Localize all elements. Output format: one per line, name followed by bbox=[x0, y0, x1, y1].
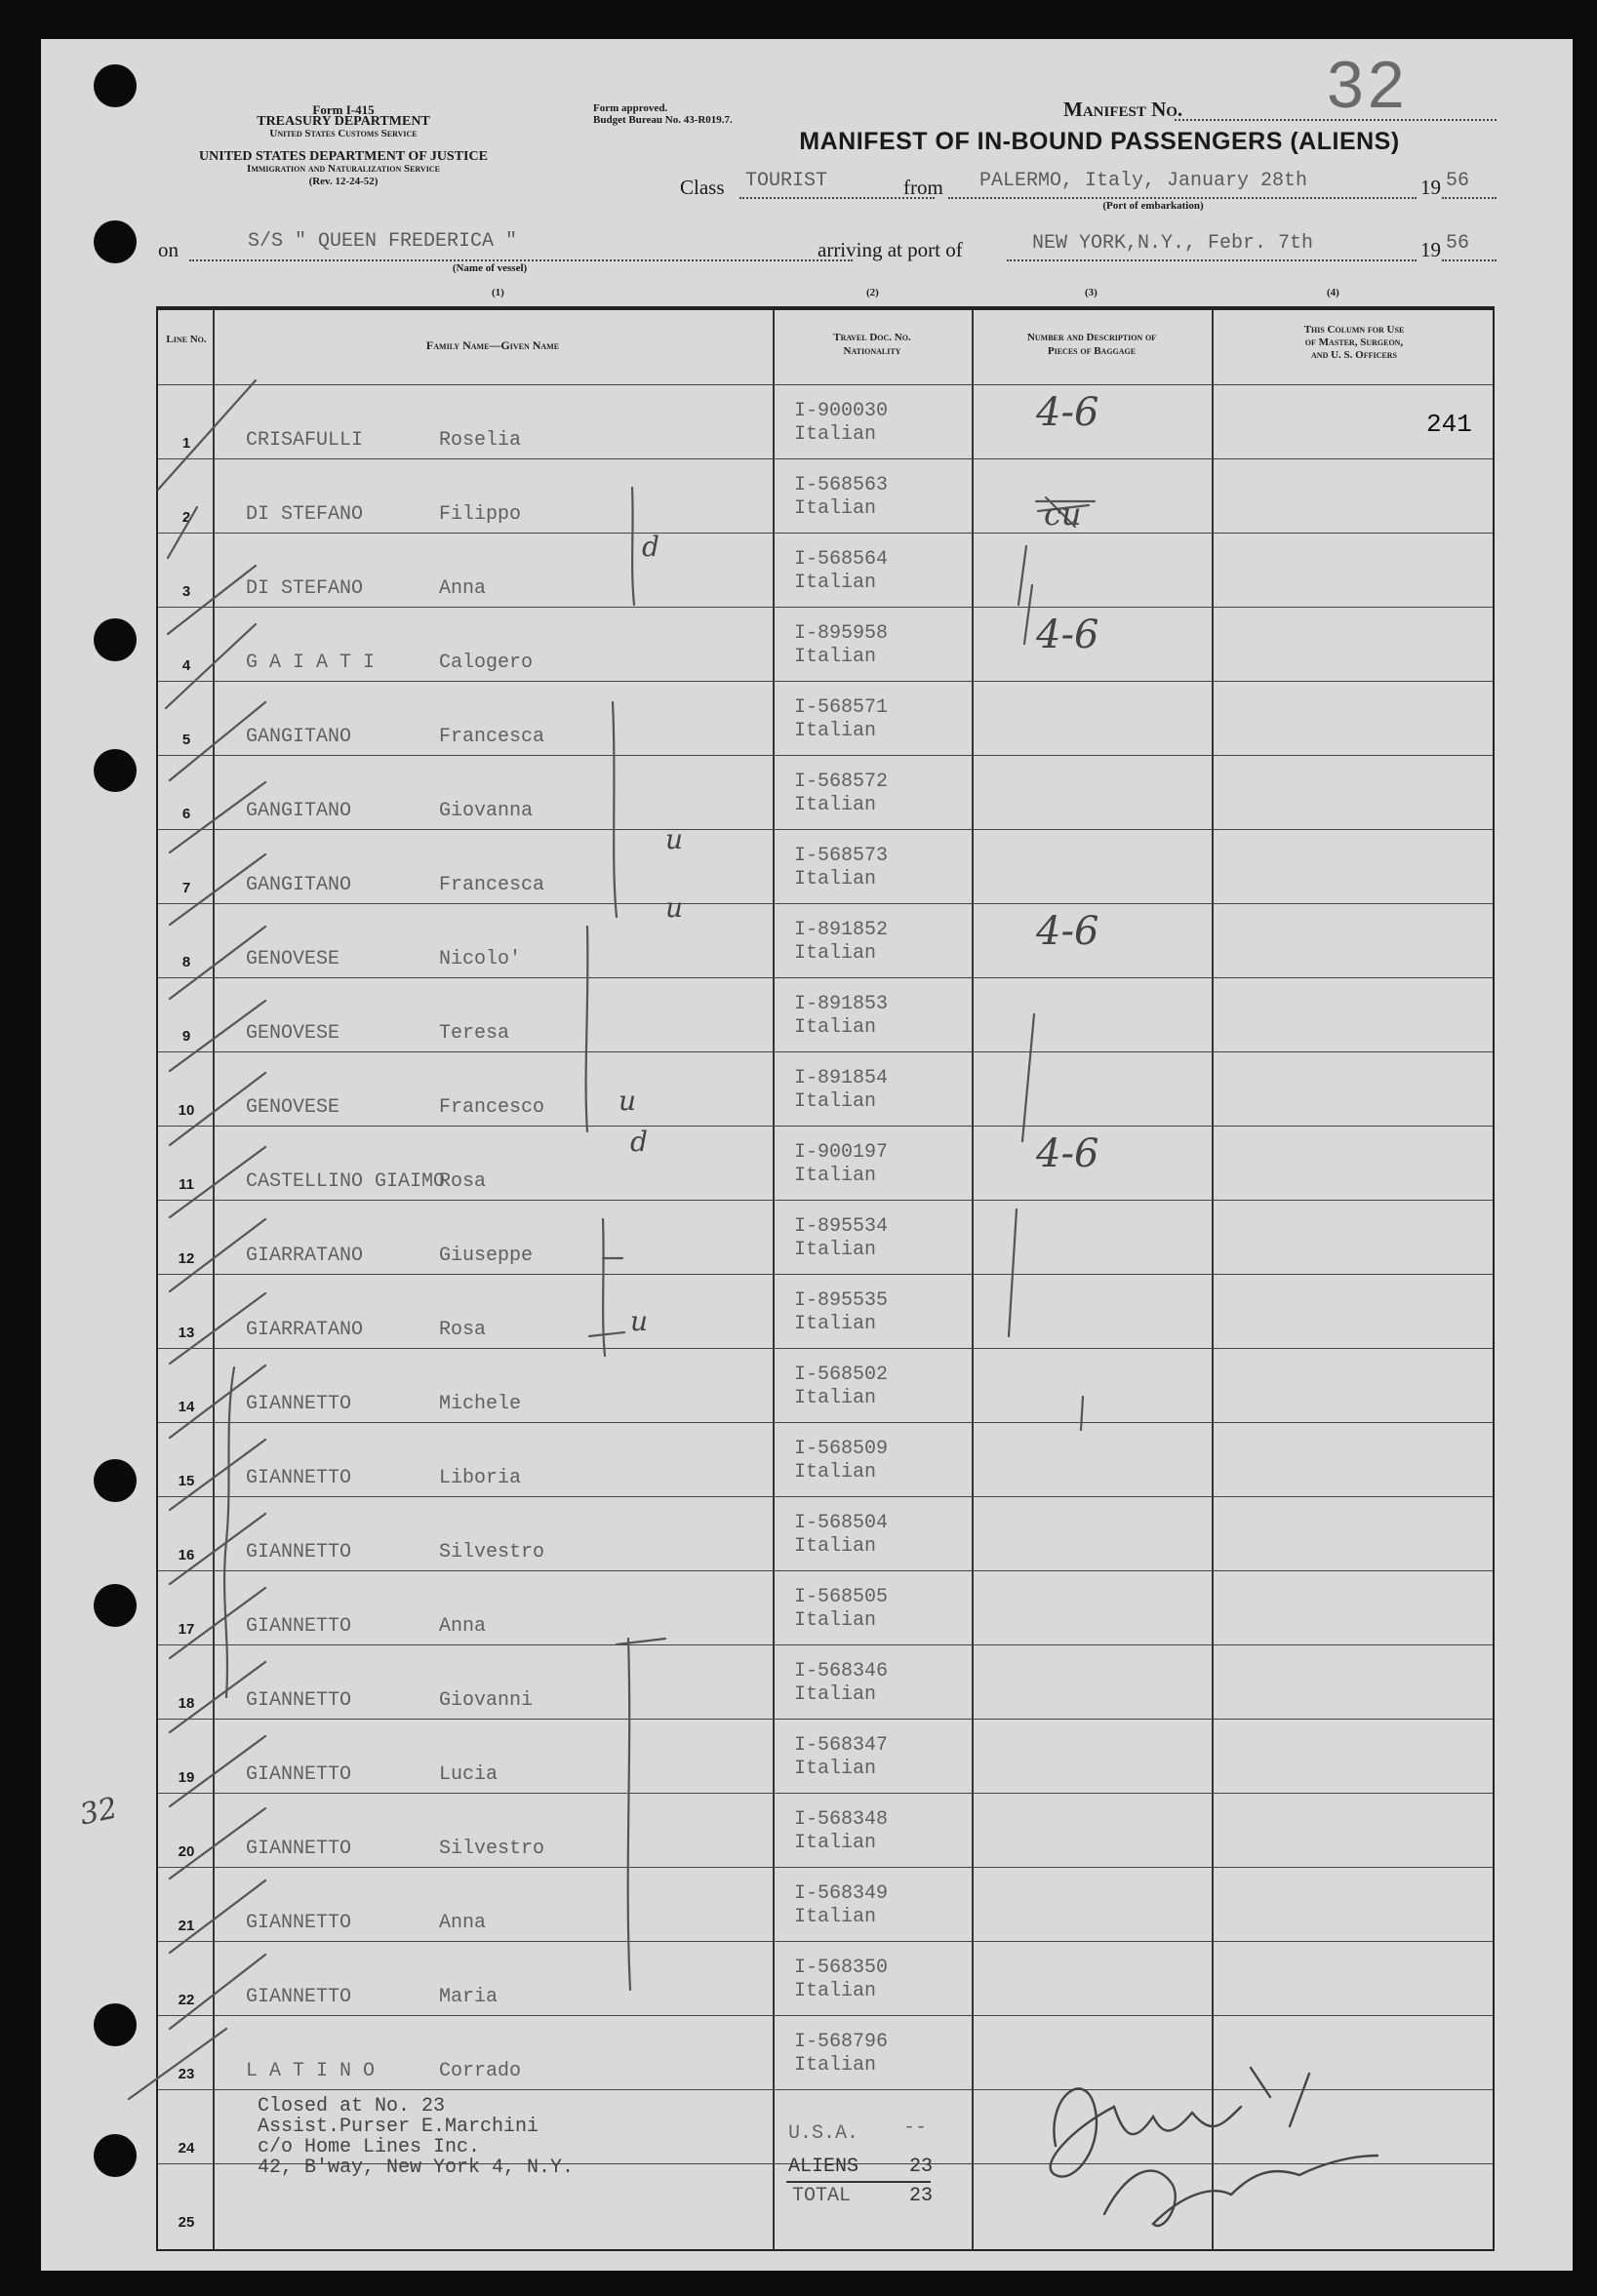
check-mark bbox=[170, 1147, 265, 1217]
on-label: on bbox=[158, 238, 179, 261]
closing-line-3: c/o Home Lines Inc. bbox=[258, 2136, 481, 2158]
check-mark bbox=[170, 1588, 265, 1658]
family-name: GENOVESE bbox=[246, 948, 340, 970]
manifest-number: 32 bbox=[1327, 48, 1409, 122]
travel-doc-number: I-568350 bbox=[794, 1957, 889, 1979]
family-bracket bbox=[632, 488, 634, 605]
check-mark bbox=[166, 624, 256, 708]
given-name: Silvestro bbox=[439, 1838, 545, 1860]
check-mark bbox=[170, 1880, 265, 1953]
arrival-year-prefix: 19 bbox=[1420, 238, 1441, 261]
nationality: Italian bbox=[794, 1387, 877, 1409]
check-mark bbox=[170, 1514, 265, 1584]
line-number: 10 bbox=[178, 1102, 195, 1119]
header-officers-2: of Master, Surgeon, bbox=[1304, 336, 1404, 348]
check-mark bbox=[170, 1366, 265, 1438]
margin-note: 32 bbox=[76, 1791, 121, 1833]
header-line-no: Line No. bbox=[166, 334, 207, 345]
check-mark bbox=[129, 2029, 226, 2099]
given-name: Anna bbox=[439, 577, 487, 600]
manifest-page bbox=[41, 39, 1573, 2271]
header-officers-3: and U. S. Officers bbox=[1311, 349, 1397, 361]
family-initial: u bbox=[630, 1305, 649, 1337]
given-name: Teresa bbox=[439, 1022, 510, 1045]
family-bracket bbox=[613, 702, 617, 917]
line-number: 7 bbox=[181, 880, 191, 896]
line-number: 16 bbox=[178, 1547, 195, 1564]
nationality: Italian bbox=[794, 1535, 877, 1558]
nationality: Italian bbox=[794, 1906, 877, 1928]
handwritten-annotations bbox=[41, 39, 1573, 2271]
header-travel-doc: Travel Doc. No. bbox=[833, 332, 911, 343]
closing-line-4: 42, B'way, New York 4, N.Y. bbox=[258, 2157, 575, 2179]
column-number-2: (2) bbox=[866, 287, 879, 298]
column-number-3: (3) bbox=[1085, 287, 1098, 298]
line-number: 9 bbox=[181, 1028, 191, 1045]
line-number: 8 bbox=[181, 954, 191, 970]
given-name: Francesca bbox=[439, 726, 545, 748]
nationality: Italian bbox=[794, 1165, 877, 1187]
budget-bureau: Budget Bureau No. 43-R019.7. bbox=[593, 114, 733, 126]
family-initial: d bbox=[642, 531, 659, 563]
travel-doc-number: I-568502 bbox=[794, 1364, 889, 1386]
column-number-4: (4) bbox=[1327, 287, 1339, 298]
family-name: GIANNETTO bbox=[246, 1393, 352, 1415]
line-number: 25 bbox=[178, 2214, 195, 2231]
bracket-tick bbox=[617, 1639, 665, 1644]
nationality: Italian bbox=[794, 868, 877, 891]
line-number: 2 bbox=[181, 509, 191, 526]
given-name: Rosa bbox=[439, 1319, 487, 1341]
nationality: Italian bbox=[794, 1609, 877, 1632]
travel-doc-number: I-891852 bbox=[794, 919, 889, 941]
baggage-description: 4-6 bbox=[1036, 613, 1099, 657]
line-number: 4 bbox=[181, 657, 191, 674]
nationality: Italian bbox=[794, 794, 877, 816]
family-name: L A T I N O bbox=[246, 2060, 376, 2082]
nationality: Italian bbox=[794, 1090, 877, 1113]
family-bracket bbox=[586, 927, 588, 1131]
nationality: Italian bbox=[794, 646, 877, 668]
nationality: Italian bbox=[794, 1016, 877, 1039]
line-number: 6 bbox=[181, 806, 191, 822]
line-number: 11 bbox=[179, 1176, 194, 1193]
travel-doc-number: I-895958 bbox=[794, 622, 889, 645]
from-year-suffix: 56 bbox=[1446, 170, 1470, 192]
line-number: 22 bbox=[178, 1992, 195, 2008]
travel-doc-number: I-568564 bbox=[794, 548, 889, 571]
travel-doc-number: I-900030 bbox=[794, 400, 889, 422]
family-name: GIANNETTO bbox=[246, 1467, 352, 1489]
line-number: 19 bbox=[178, 1769, 195, 1786]
from-value: PALERMO, Italy, January 28th bbox=[979, 170, 1308, 192]
ditto-stroke bbox=[1081, 1397, 1083, 1430]
family-initial: u bbox=[665, 891, 684, 924]
closing-line-2: Assist.Purser E.Marchini bbox=[258, 2116, 539, 2138]
nationality: Italian bbox=[794, 720, 877, 742]
family-initial: u bbox=[665, 823, 684, 855]
vessel-name: S/S " QUEEN FREDERICA " bbox=[248, 230, 518, 253]
check-mark bbox=[168, 566, 256, 634]
line-number: 1 bbox=[181, 435, 191, 452]
usa-value: -- bbox=[903, 2117, 928, 2139]
given-name: Anna bbox=[439, 1912, 487, 1934]
given-name: Giuseppe bbox=[439, 1245, 534, 1267]
form-number: Form I-415 bbox=[312, 102, 375, 117]
given-name: Calogero bbox=[439, 652, 534, 674]
line-number: 18 bbox=[178, 1695, 195, 1712]
nationality: Italian bbox=[794, 1980, 877, 2002]
line-number: 14 bbox=[178, 1399, 195, 1415]
given-name: Francesco bbox=[439, 1096, 545, 1119]
class-label: Class bbox=[680, 176, 725, 199]
travel-doc-number: I-568573 bbox=[794, 845, 889, 867]
form-approved: Form approved. bbox=[593, 102, 668, 114]
embarkation-caption: (Port of embarkation) bbox=[1102, 200, 1204, 212]
nationality: Italian bbox=[794, 1239, 877, 1261]
family-name: GIARRATANO bbox=[246, 1319, 364, 1341]
immigration-service: Immigration and Naturalization Service bbox=[247, 163, 440, 175]
column-number-1: (1) bbox=[492, 287, 504, 298]
family-name: GANGITANO bbox=[246, 726, 352, 748]
family-name: GIANNETTO bbox=[246, 1986, 352, 2008]
travel-doc-number: I-568504 bbox=[794, 1512, 889, 1534]
family-name: GANGITANO bbox=[246, 800, 352, 822]
check-mark bbox=[170, 1073, 265, 1145]
header-name: Family Name—Given Name bbox=[425, 338, 560, 352]
travel-doc-number: I-568571 bbox=[794, 696, 889, 719]
officer-note: 241 bbox=[1426, 410, 1472, 439]
arrival-year-suffix: 56 bbox=[1446, 232, 1470, 255]
line-number: 3 bbox=[181, 583, 191, 600]
line-number: 15 bbox=[178, 1473, 195, 1489]
officer-signature bbox=[1051, 2068, 1377, 2226]
check-mark bbox=[170, 1736, 265, 1806]
check-mark bbox=[170, 1293, 265, 1364]
header-officers: This Column for Use bbox=[1303, 324, 1405, 336]
line-number: 21 bbox=[178, 1918, 195, 1934]
travel-doc-number: I-568347 bbox=[794, 1734, 889, 1757]
given-name: Anna bbox=[439, 1615, 487, 1638]
check-mark bbox=[158, 380, 256, 490]
usa-label: U.S.A. bbox=[788, 2122, 859, 2145]
travel-doc-number: I-568572 bbox=[794, 771, 889, 793]
travel-doc-number: I-891853 bbox=[794, 993, 889, 1015]
given-name: Maria bbox=[439, 1986, 499, 2008]
ditto-stroke bbox=[1009, 1209, 1017, 1336]
header-baggage-pieces: Pieces of Baggage bbox=[1047, 345, 1137, 357]
given-name: Liboria bbox=[439, 1467, 522, 1489]
family-name: GENOVESE bbox=[246, 1022, 340, 1045]
nationality: Italian bbox=[794, 1832, 877, 1854]
department-of-justice: UNITED STATES DEPARTMENT OF JUSTICE bbox=[199, 149, 488, 164]
baggage-description: 4-6 bbox=[1036, 1131, 1099, 1176]
travel-doc-number: I-568505 bbox=[794, 1586, 889, 1608]
baggage-description: 4-6 bbox=[1036, 390, 1099, 435]
customs-service: United States Customs Service bbox=[269, 128, 418, 139]
manifest-label: Manifest No. bbox=[1063, 98, 1183, 121]
nationality: Italian bbox=[794, 1461, 877, 1484]
given-name: Corrado bbox=[439, 2060, 522, 2082]
line-number: 5 bbox=[181, 732, 191, 748]
family-initial: u bbox=[619, 1085, 637, 1117]
check-mark bbox=[170, 1662, 265, 1732]
check-mark bbox=[170, 782, 265, 852]
from-year-prefix: 19 bbox=[1420, 176, 1441, 199]
family-bracket bbox=[628, 1639, 630, 1990]
nationality: Italian bbox=[794, 423, 877, 446]
nationality: Italian bbox=[794, 1758, 877, 1780]
check-mark bbox=[170, 927, 265, 999]
check-mark bbox=[168, 507, 197, 558]
class-value: TOURIST bbox=[745, 170, 828, 192]
line-number: 23 bbox=[178, 2066, 195, 2082]
closing-line-1: Closed at No. 23 bbox=[258, 2095, 446, 2118]
given-name: Nicolo' bbox=[439, 948, 522, 970]
total-label: TOTAL bbox=[792, 2185, 852, 2207]
nationality: Italian bbox=[794, 2054, 877, 2077]
baggage-description: 4-6 bbox=[1036, 909, 1099, 954]
family-name: CRISAFULLI bbox=[246, 429, 364, 452]
ditto-stroke bbox=[1018, 546, 1026, 605]
given-name: Giovanni bbox=[439, 1689, 534, 1712]
family-name: GIANNETTO bbox=[246, 1541, 352, 1564]
family-name: GIARRATANO bbox=[246, 1245, 364, 1267]
nationality: Italian bbox=[794, 572, 877, 594]
line-number: 12 bbox=[178, 1250, 195, 1267]
bracket-tick bbox=[589, 1332, 624, 1336]
line-number: 24 bbox=[178, 2140, 195, 2157]
family-name: CASTELLINO GIAIMO bbox=[246, 1170, 446, 1193]
family-name: DI STEFANO bbox=[246, 577, 364, 600]
revision-date: (Rev. 12-24-52) bbox=[308, 176, 379, 187]
nationality: Italian bbox=[794, 1313, 877, 1335]
travel-doc-number: I-568509 bbox=[794, 1438, 889, 1460]
vessel-caption: (Name of vessel) bbox=[452, 262, 528, 274]
check-mark bbox=[170, 1219, 265, 1291]
given-name: Silvestro bbox=[439, 1541, 545, 1564]
family-name: GIANNETTO bbox=[246, 1912, 352, 1934]
given-name: Filippo bbox=[439, 503, 522, 526]
check-mark bbox=[170, 1955, 265, 2029]
aliens-count: 23 bbox=[909, 2156, 934, 2178]
given-name: Francesca bbox=[439, 874, 545, 896]
family-name: GIANNETTO bbox=[246, 1763, 352, 1786]
family-name: GIANNETTO bbox=[246, 1615, 352, 1638]
aliens-label: ALIENS bbox=[788, 2156, 859, 2178]
family-name: GENOVESE bbox=[246, 1096, 340, 1119]
travel-doc-number: I-568346 bbox=[794, 1660, 889, 1682]
line-number: 17 bbox=[178, 1621, 195, 1638]
total-count: 23 bbox=[909, 2185, 934, 2207]
travel-doc-number: I-895534 bbox=[794, 1215, 889, 1238]
nationality: Italian bbox=[794, 497, 877, 520]
family-name: G A I A T I bbox=[246, 652, 376, 674]
given-name: Roselia bbox=[439, 429, 522, 452]
travel-doc-number: I-900197 bbox=[794, 1141, 889, 1164]
header-nationality: Nationality bbox=[843, 345, 901, 357]
check-mark bbox=[170, 1440, 265, 1510]
bracket-mark bbox=[224, 1367, 234, 1697]
nationality: Italian bbox=[794, 942, 877, 965]
arrival-port: NEW YORK,N.Y., Febr. 7th bbox=[1032, 232, 1314, 255]
header-baggage: Number and Description of bbox=[1026, 332, 1157, 343]
line-number: 13 bbox=[178, 1325, 195, 1341]
travel-doc-number: I-568348 bbox=[794, 1808, 889, 1831]
check-mark bbox=[170, 854, 265, 925]
travel-doc-number: I-568563 bbox=[794, 474, 889, 496]
family-initial: cu bbox=[1044, 495, 1082, 533]
family-name: DI STEFANO bbox=[246, 503, 364, 526]
travel-doc-number: I-568796 bbox=[794, 2031, 889, 2053]
given-name: Lucia bbox=[439, 1763, 499, 1786]
family-initial: d bbox=[630, 1126, 648, 1158]
from-label: from bbox=[903, 176, 943, 199]
check-mark bbox=[170, 702, 265, 780]
ditto-stroke bbox=[1022, 1014, 1034, 1141]
nationality: Italian bbox=[794, 1683, 877, 1706]
treasury-department: TREASURY DEPARTMENT bbox=[257, 114, 430, 129]
check-mark bbox=[170, 1808, 265, 1879]
travel-doc-number: I-891854 bbox=[794, 1067, 889, 1089]
travel-doc-number: I-568349 bbox=[794, 1882, 889, 1905]
travel-doc-number: I-895535 bbox=[794, 1289, 889, 1312]
given-name: Rosa bbox=[439, 1170, 487, 1193]
given-name: Giovanna bbox=[439, 800, 534, 822]
check-mark bbox=[170, 1001, 265, 1071]
family-name: GANGITANO bbox=[246, 874, 352, 896]
line-number: 20 bbox=[178, 1843, 195, 1860]
manifest-title: MANIFEST OF IN-BOUND PASSENGERS (ALIENS) bbox=[799, 128, 1400, 155]
family-name: GIANNETTO bbox=[246, 1689, 352, 1712]
given-name: Michele bbox=[439, 1393, 522, 1415]
ditto-stroke bbox=[1024, 585, 1032, 644]
family-name: GIANNETTO bbox=[246, 1838, 352, 1860]
arriving-label: arriving at port of bbox=[818, 238, 963, 261]
